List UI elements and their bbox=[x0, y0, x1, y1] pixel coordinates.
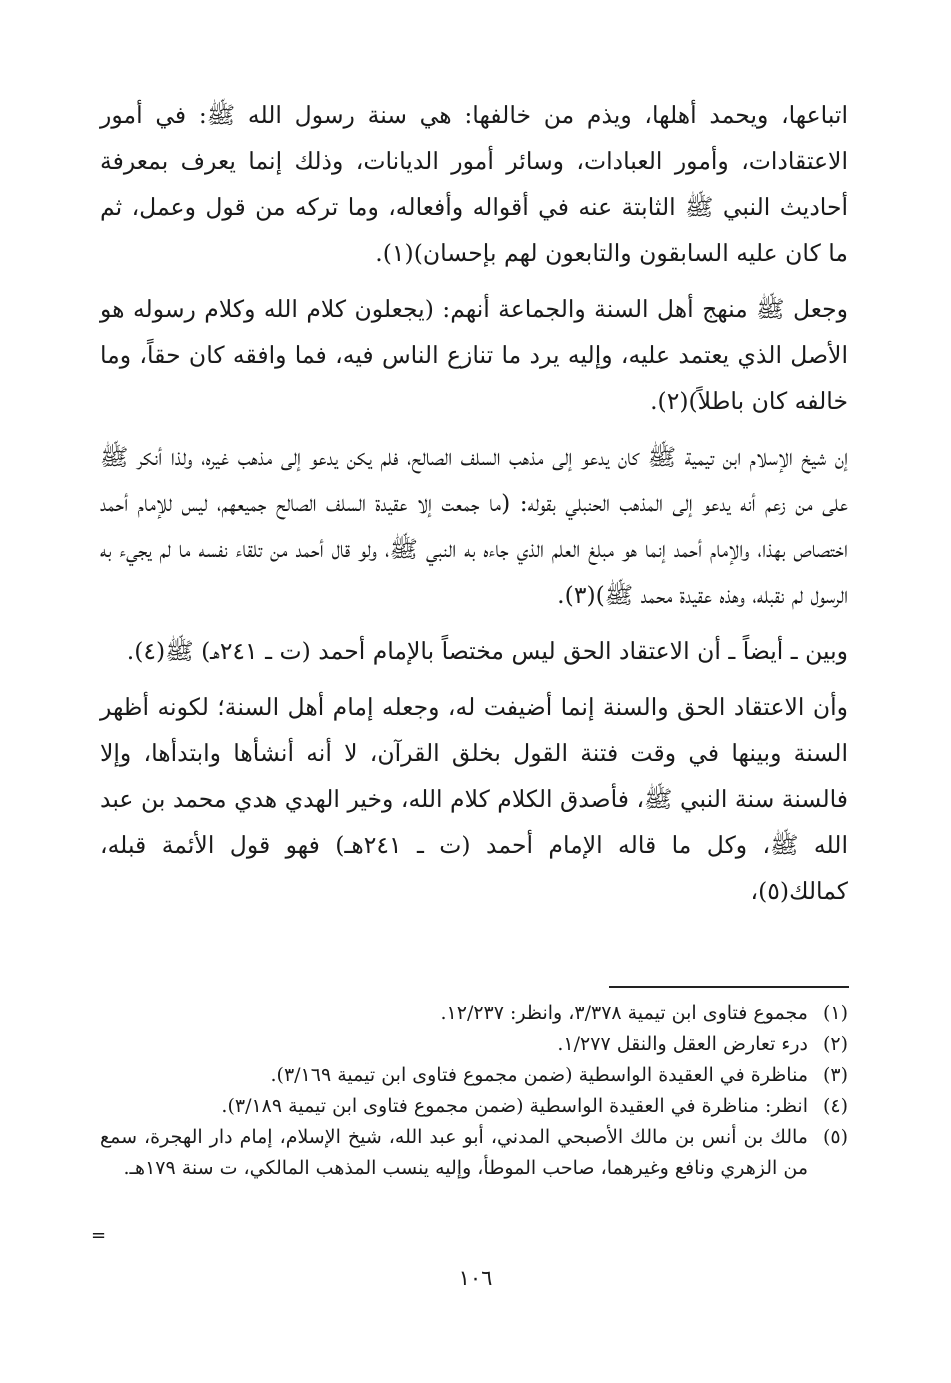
paragraph-2: وجعل ﷺ منهج أهل السنة والجماعة أنهم: (يجعلون كلام الله وكلام رسوله هو الأصل الذي يعتمد عليه، وإليه يرد ما تنازع الناس فيه، فما وافقه كان حقاً، وما خالفه كان باطلاً)(٢). bbox=[100, 295, 848, 415]
footnote-separator bbox=[609, 986, 849, 988]
footnote bbox=[100, 1029, 848, 1060]
footnote-text: مالك بن أنس بن مالك الأصبحي المدني، أبو عبد الله، شيخ الإسلام، إمام دار الهجرة، سمع من الزهري ونافع وغيرهما، صاحب الموطأ، وإليه ينسب المذهب المالكي، ت سنة ١٧٩هـ. bbox=[100, 1126, 808, 1179]
paragraph-3: إن شيخ الإسلام ابن تيمية ﷺ كان يدعو إلى مذهب السلف الصالح، فلم يكن يدعو إلى مذهب غيره، ولذا أنكر ﷺ على من زعم أنه يدعو إلى المذهب الحنبلي بقوله: (ما جمعت إلا عقيدة السلف الصالح جميعهم، ليس للإمام أحمد اختصاص بهذا، والإمام أحمد إنما هو مبلغ العلم الذي جاءه به النبي ﷺ، ولو قال أحمد من تلقاء نفسه ما لم يجيء به الرسول لم نقبله، وهذه عقيدة محمد ﷺ)(٣). bbox=[100, 443, 848, 609]
footnote-number: (٣) bbox=[822, 1064, 848, 1086]
paragraph-1: اتباعها، ويحمد أهلها، ويذم من خالفها: هي سنة رسول الله ﷺ: في أمور الاعتقادات، وأمور العبادات، وسائر أمور الديانات، وذلك إنما يعرف بمعرفة أحاديث النبي ﷺ الثابتة عنه في أقواله وأفعاله، وما تركه من قول وعمل، ثم ما كان عليه السابقون والتابعون لهم بإحسان)(١). bbox=[100, 101, 848, 267]
footnote bbox=[100, 998, 848, 1029]
page-number: ١٠٦ bbox=[458, 1266, 493, 1290]
paragraph-4: وبين ـ أيضاً ـ أن الاعتقاد الحق ليس مختصاً بالإمام أحمد (ت ـ ٢٤١هـ) ﷺ(٤). bbox=[126, 637, 848, 665]
footnote-number: (٤) bbox=[822, 1095, 848, 1117]
footnote-text: مناظرة في العقيدة الواسطية (ضمن مجموع فتاوى ابن تيمية ٣/١٦٩). bbox=[270, 1064, 808, 1086]
footnote bbox=[100, 1060, 848, 1091]
footnote bbox=[100, 1091, 848, 1122]
paragraph-5: وأن الاعتقاد الحق والسنة إنما أضيفت له، وجعله إمام أهل السنة؛ لكونه أظهر السنة وبينها في وقت فتنة القول بخلق القرآن، لا أنه أنشأها وابتدأها، وإلا فالسنة سنة النبي ﷺ، فأصدق الكلام كلام الله، وخير الهدي هدي محمد بن عبد الله ﷺ، وكل ما قاله الإمام أحمد (ت ـ ٢٤١هـ) فهو قول الأئمة قبله، كمالك(٥)، bbox=[100, 693, 848, 905]
continuation-mark: = bbox=[91, 1225, 107, 1246]
footnote-number: (٢) bbox=[822, 1033, 848, 1055]
footnote-text: انظر: مناظرة في العقيدة الواسطية (ضمن مجموع فتاوى ابن تيمية ٣/١٨٩). bbox=[221, 1095, 808, 1117]
footnote-number: (١) bbox=[822, 1002, 848, 1024]
footnote-number: (٥) bbox=[822, 1126, 848, 1148]
footnote-text: مجموع فتاوى ابن تيمية ٣/٣٧٨، وانظر: ١٢/٢٣٧. bbox=[440, 1002, 808, 1024]
footnotes-section bbox=[100, 998, 848, 1184]
footnote bbox=[100, 1122, 848, 1184]
main-text-body bbox=[100, 92, 848, 924]
footnote-text: درء تعارض العقل والنقل ١/٢٧٧. bbox=[557, 1033, 808, 1055]
